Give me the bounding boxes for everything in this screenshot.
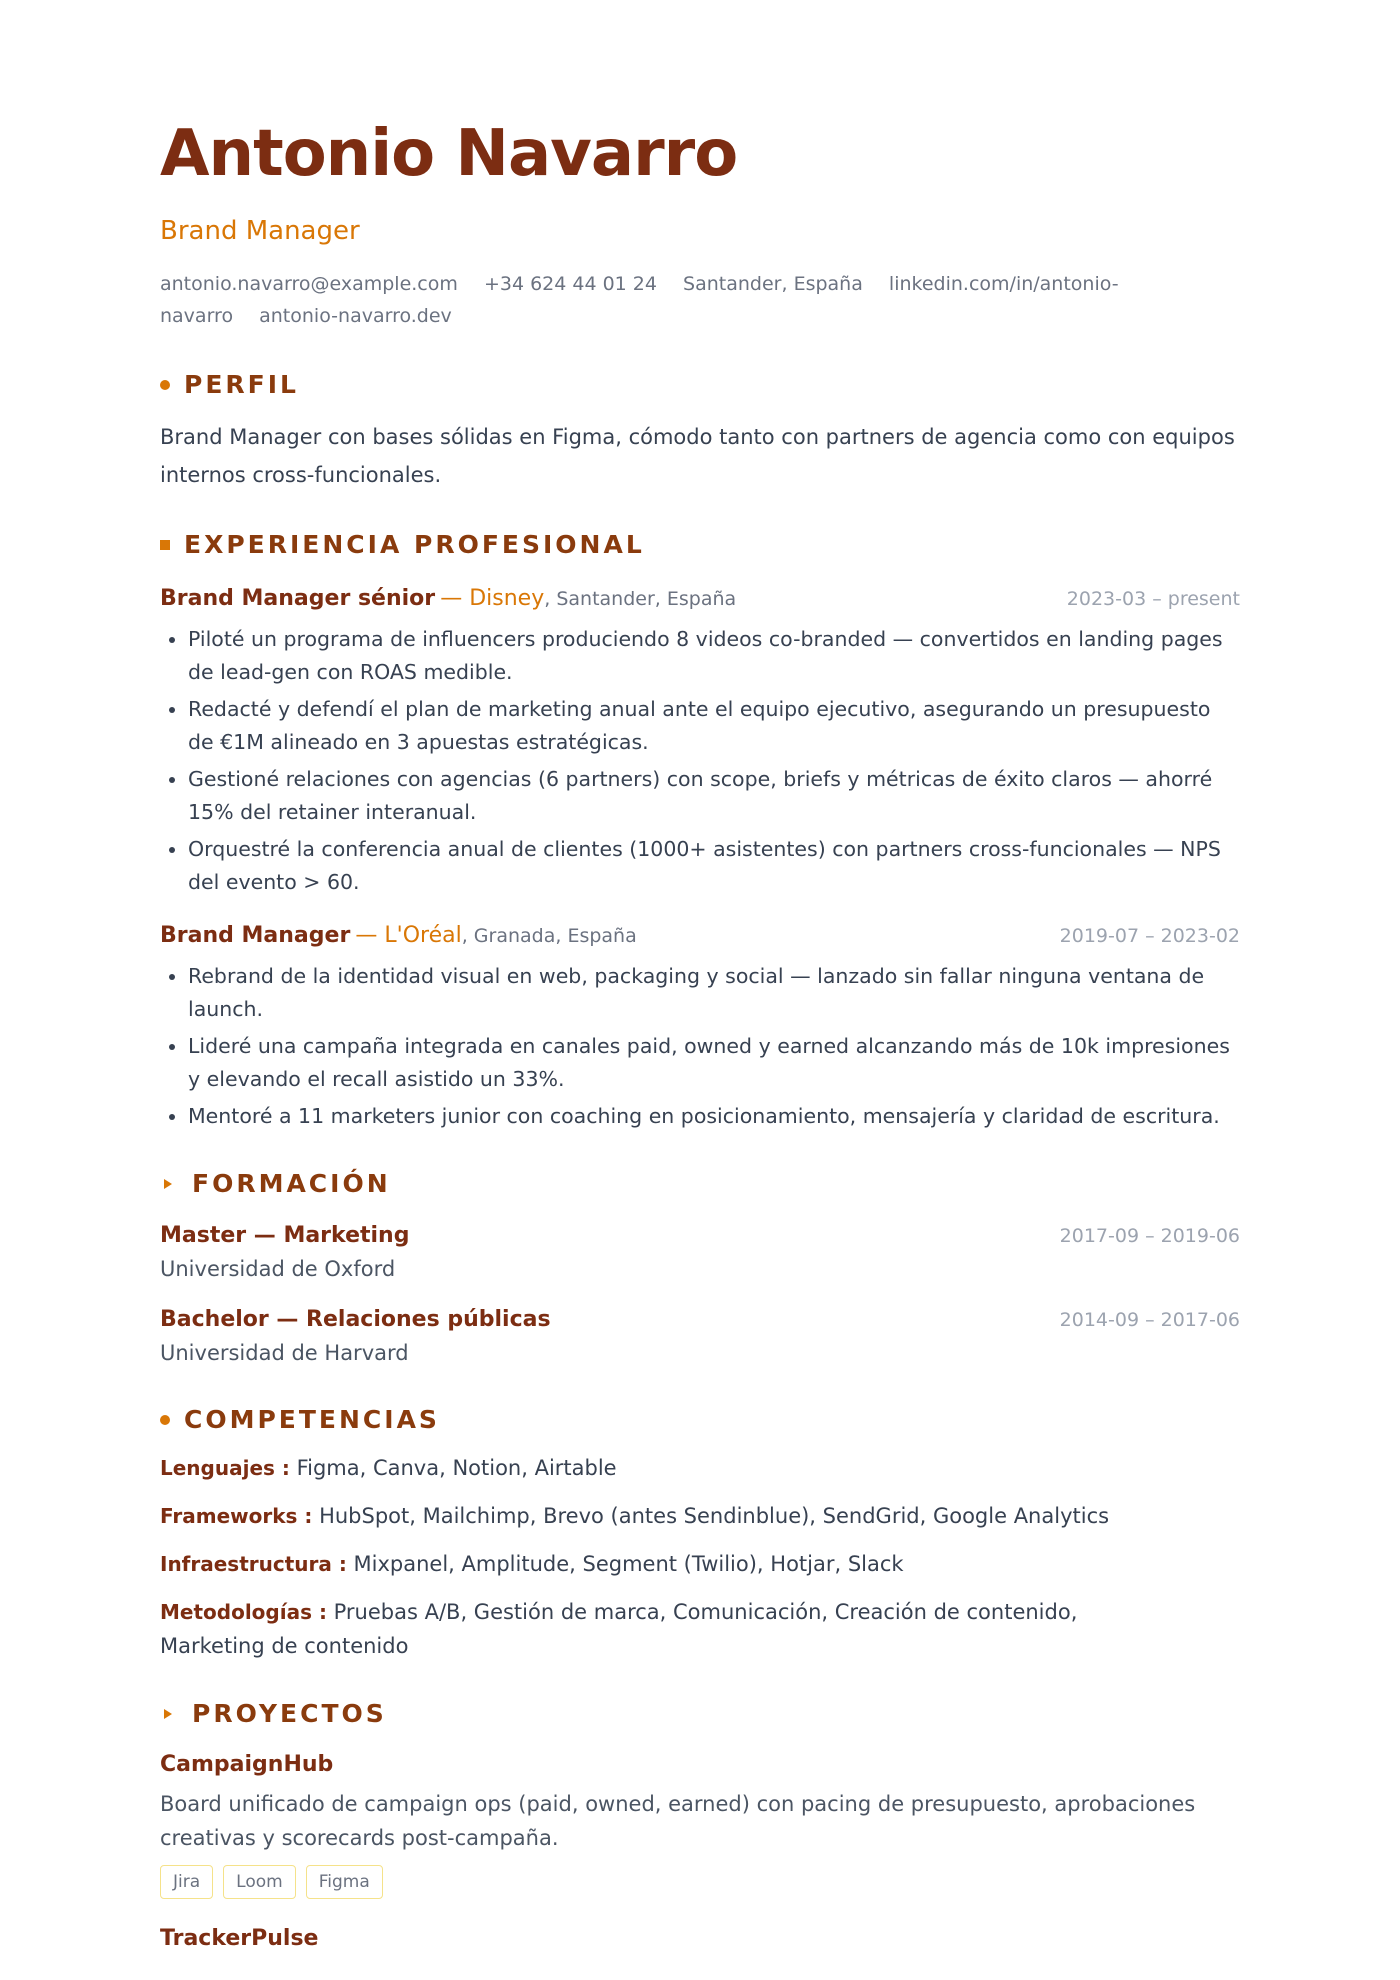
job-bullets (160, 960, 1240, 1133)
job-location: , Santander, España (544, 588, 737, 610)
project-name: CampaignHub (160, 1752, 334, 1777)
degree: Bachelor — Relaciones públicas (160, 1307, 551, 1332)
experience-section (160, 528, 1240, 1133)
list-item: • Lideré una campaña integrada en canales paid, owned y earned alcanzando más de 10k impresiones y elevando el recall asistido un 33%. (188, 1030, 1240, 1096)
job-location: , Granada, España (461, 925, 637, 947)
school: Universidad de Oxford (160, 1257, 396, 1281)
contact-website[interactable]: antonio-navarro.dev (259, 305, 452, 327)
education-section (160, 1167, 1240, 1369)
skill-row: Metodologías : Pruebas A/B, Gestión de marca, Comunicación, Creación de contenido, Marketing de contenido (160, 1600, 1078, 1658)
list-item: • Orquestré la conferencia anual de clientes (1000+ asistentes) con partners cross-funcionales — NPS del evento > 60. (188, 833, 1240, 899)
project-name: TrackerPulse (160, 1926, 319, 1951)
contact-line (160, 268, 1120, 332)
job-dates: 2019-07 – 2023-02 (1059, 925, 1240, 947)
contact-linkedin[interactable]: linkedin.com/in/antonio-navarro (160, 273, 1119, 327)
job-bullets (160, 623, 1240, 899)
contact-email[interactable]: antonio.navarro@example.com (160, 273, 458, 295)
job-entry (160, 919, 1240, 1133)
square-icon (160, 540, 170, 550)
school: Universidad de Harvard (160, 1341, 409, 1365)
tag: Figma (306, 1865, 383, 1899)
education-dates: 2017-09 – 2019-06 (1059, 1225, 1240, 1247)
education-entry (160, 1303, 1240, 1369)
education-entry (160, 1219, 1240, 1285)
candidate-name: Antonio Navarro (160, 117, 738, 191)
skill-row: Frameworks : HubSpot, Mailchimp, Brevo (antes Sendinblue), SendGrid, Google Analytics (160, 1504, 1110, 1528)
contact-phone: +34 624 44 01 24 (483, 273, 657, 295)
project-tags (160, 1865, 1240, 1899)
job-dates: 2023-03 – present (1066, 588, 1240, 610)
job-role: Brand Manager sénior (160, 586, 436, 611)
skill-row: Lenguajes : Figma, Canva, Notion, Airtable (160, 1456, 617, 1480)
tag: Jira (160, 1865, 213, 1899)
skill-row: Infraestructura : Mixpanel, Amplitude, Segment (Twilio), Hotjar, Slack (160, 1552, 904, 1576)
list-item: • Mentoré a 11 marketers junior con coaching en posicionamiento, mensajería y claridad de escritura. (188, 1100, 1240, 1133)
profile-section (160, 368, 1240, 494)
candidate-title: Brand Manager (160, 216, 360, 246)
dot-icon (160, 380, 170, 390)
section-heading: EXPERIENCIA PROFESIONAL (160, 528, 1240, 562)
projects-section (160, 1697, 1240, 1955)
dot-icon (160, 1415, 170, 1425)
project-desc: Board unificado de campaign ops (paid, owned, earned) con pacing de presupuesto, aprobaciones creativas y scorecards post-campaña. (160, 1792, 1196, 1850)
section-heading: FORMACIÓN (160, 1167, 1240, 1201)
education-dates: 2014-09 – 2017-06 (1059, 1309, 1240, 1331)
project-entry (160, 1923, 1240, 1955)
job-company: — Disney (440, 586, 545, 611)
section-heading: PROYECTOS (160, 1697, 1240, 1731)
degree: Master — Marketing (160, 1223, 410, 1248)
list-item: • Gestioné relaciones con agencias (6 partners) con scope, briefs y métricas de éxito claros — ahorré 15% del retainer interanual. (188, 763, 1240, 829)
triangle-icon (164, 1179, 172, 1189)
project-entry (160, 1749, 1240, 1899)
triangle-icon (164, 1709, 172, 1719)
skills-section (160, 1403, 1240, 1663)
job-entry (160, 582, 1240, 899)
tag: Loom (223, 1865, 296, 1899)
profile-text: Brand Manager con bases sólidas en Figma, cómodo tanto con partners de agencia como con equipos internos cross-funcionales. (160, 425, 1235, 487)
list-item: • Rebrand de la identidad visual en web, packaging y social — lanzado sin fallar ninguna ventana de launch. (188, 960, 1240, 1026)
job-company: — L'Oréal (355, 923, 462, 948)
list-item: • Redacté y defendí el plan de marketing anual ante el equipo ejecutivo, asegurando un presupuesto de €1M alineado en 3 apuestas estratégicas. (188, 693, 1240, 759)
list-item: • Piloté un programa de influencers produciendo 8 videos co-branded — convertidos en landing pages de lead-gen con ROAS medible. (188, 623, 1240, 689)
section-heading: PERFIL (160, 368, 1240, 402)
job-role: Brand Manager (160, 923, 351, 948)
section-heading: COMPETENCIAS (160, 1403, 1240, 1437)
contact-location: Santander, España (683, 273, 863, 295)
